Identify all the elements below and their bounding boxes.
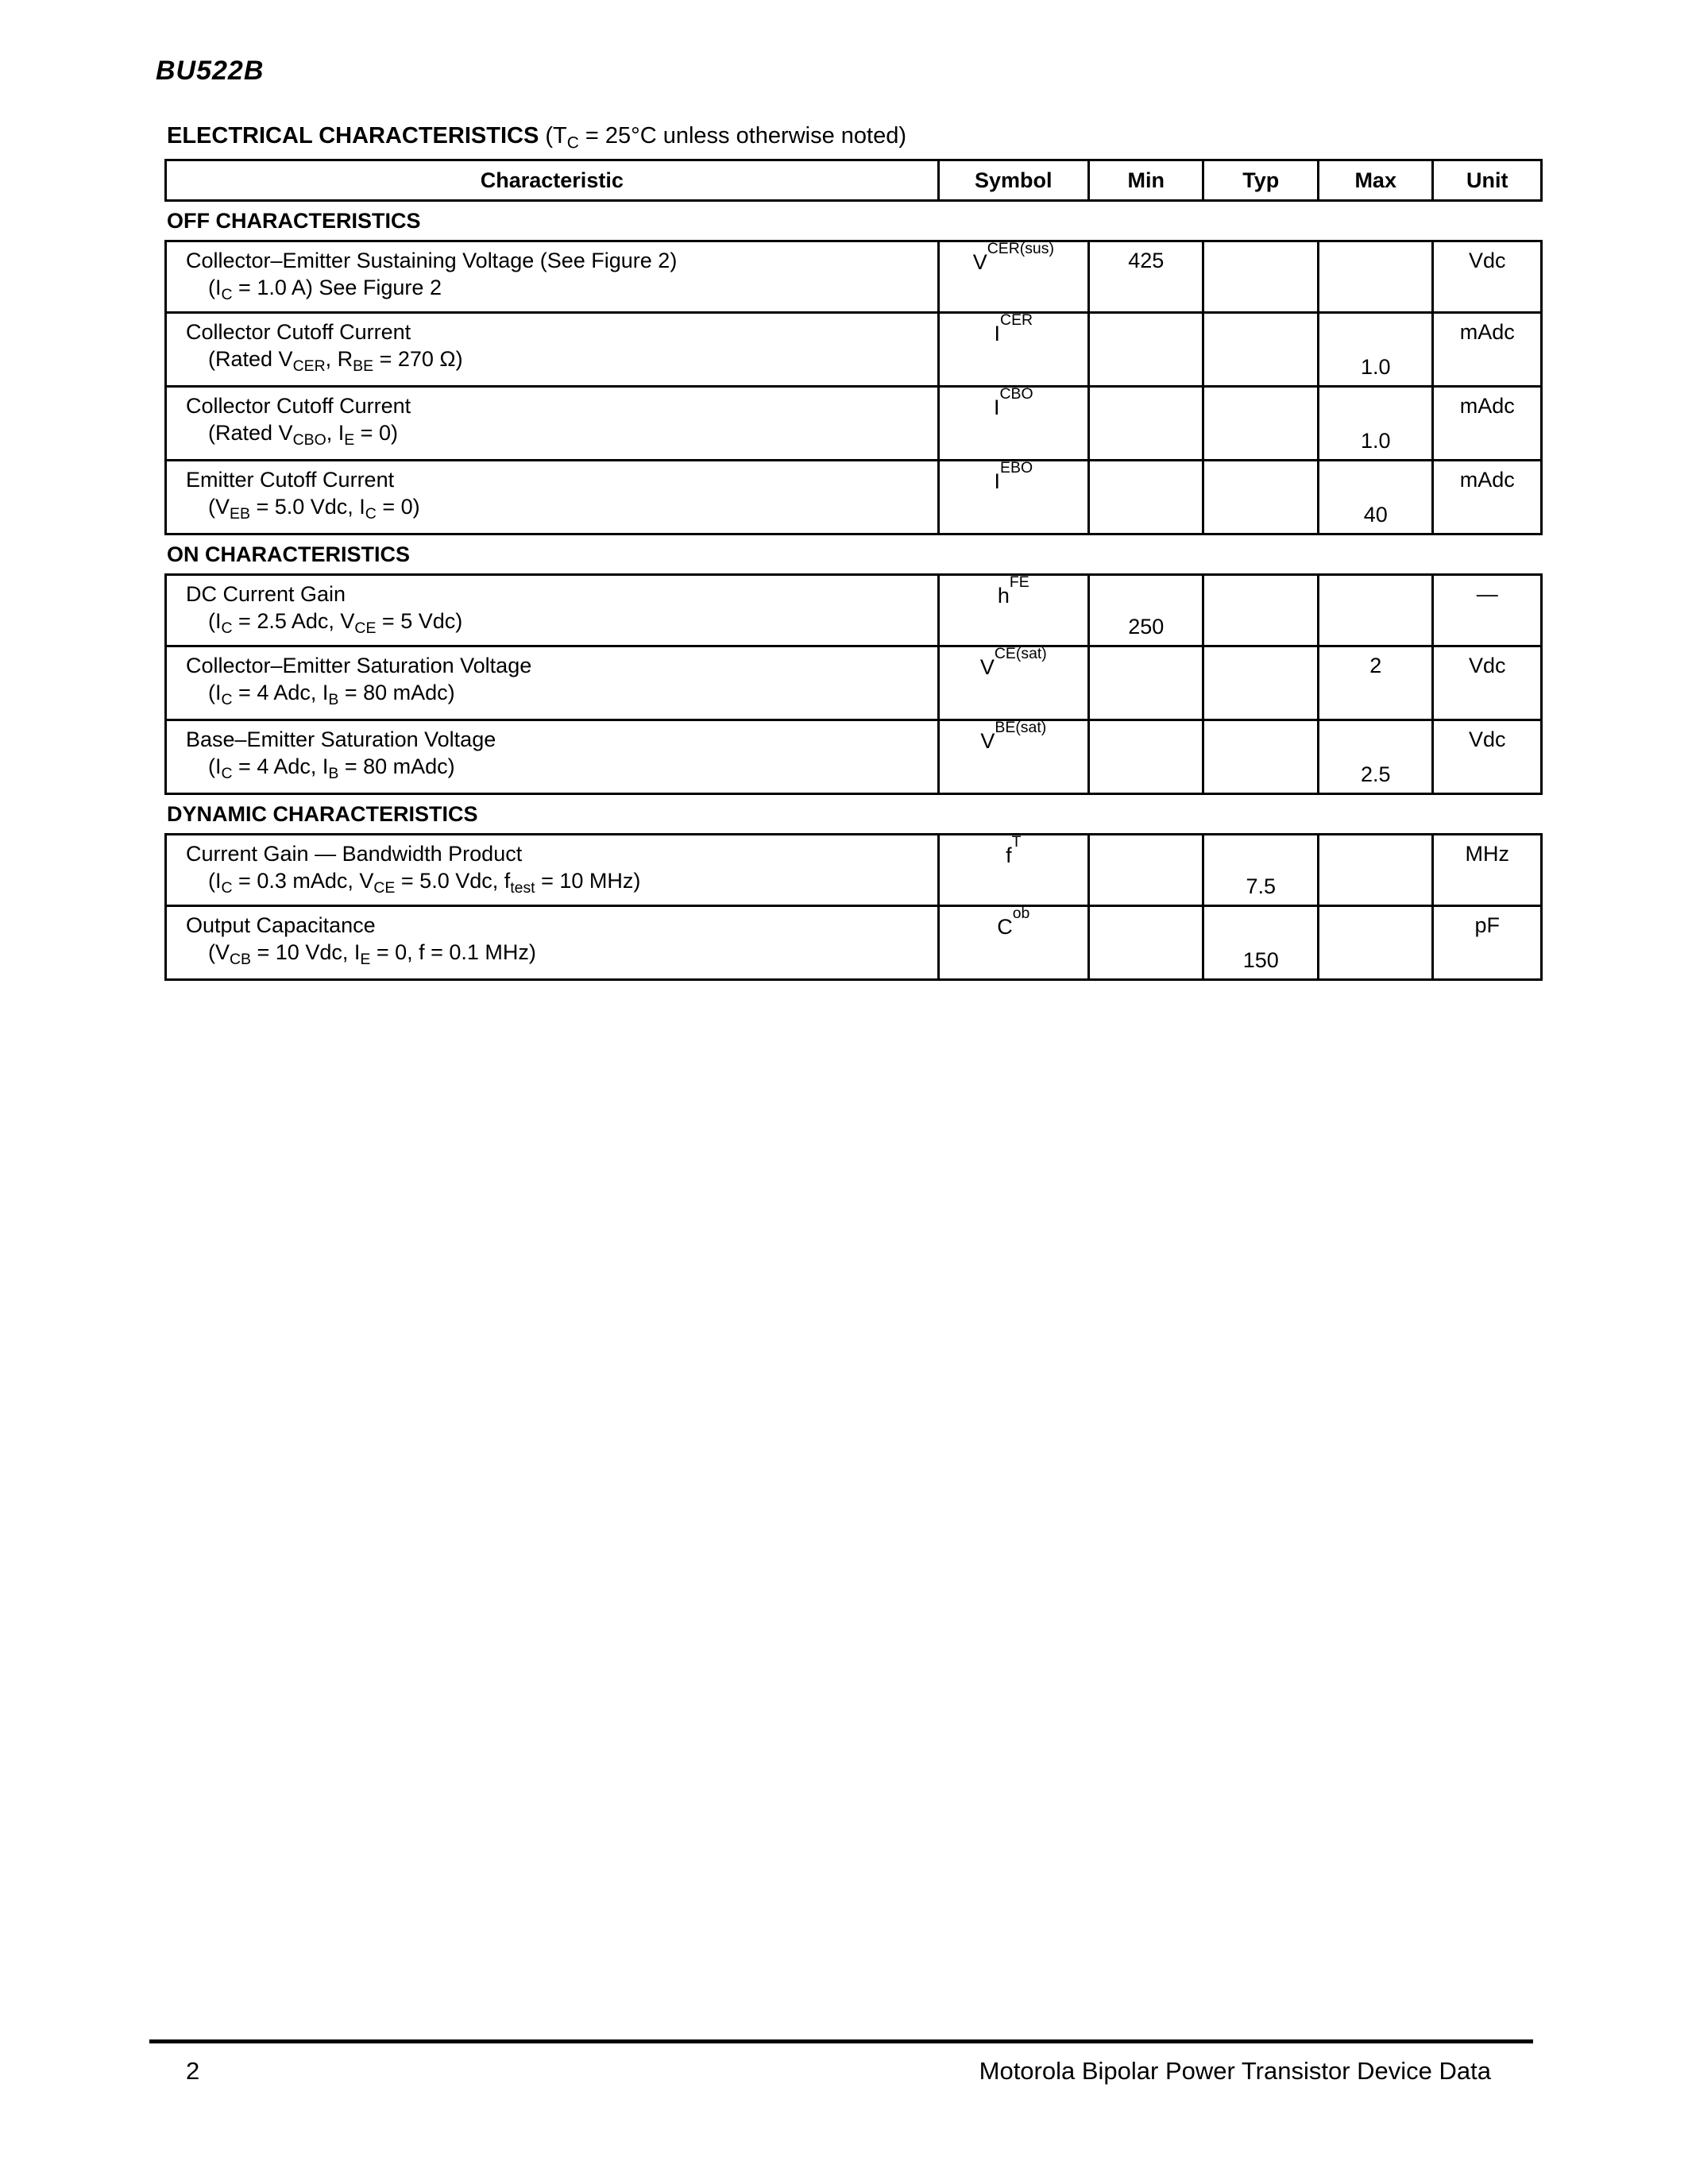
- heading-note: ($T_C = 25^\circ C$ unless otherwise noted): [545, 123, 907, 152]
- heading-title: ELECTRICAL CHARACTERISTICS: [167, 123, 539, 149]
- section-title: OFF CHARACTERISTICS: [167, 209, 421, 233]
- table-body: [164, 202, 1543, 981]
- header-min: Min: [1090, 161, 1205, 199]
- unit-cell: Vdc: [1468, 727, 1506, 751]
- symbol-cell: V CE(sat): [940, 647, 1090, 719]
- unit-cell: MHz: [1465, 842, 1509, 866]
- typ-cell: [1204, 388, 1319, 459]
- characteristic-cell: [167, 835, 940, 905]
- max-cell: [1319, 576, 1435, 645]
- min-cell: [1090, 835, 1205, 905]
- max-cell: 40: [1319, 461, 1435, 533]
- table-row: [164, 721, 1543, 795]
- min-cell: [1090, 461, 1205, 533]
- unit-cell: Vdc: [1468, 249, 1506, 272]
- table-row: [164, 461, 1543, 535]
- characteristic-cell: [167, 721, 940, 793]
- characteristic-name: Collector Cutoff Current: [186, 394, 411, 418]
- test-conditions: (Rated $V_{CER}$, $R_{BE} = 270$ Ω): [208, 347, 463, 375]
- typ-cell: [1204, 242, 1319, 311]
- max-cell: 1.0: [1319, 388, 1435, 459]
- max-cell: 2: [1319, 647, 1435, 719]
- symbol-cell: V BE(sat): [940, 721, 1090, 793]
- characteristic-cell: [167, 388, 940, 459]
- typ-cell: [1204, 647, 1319, 719]
- symbol-cell: I CBO: [940, 388, 1090, 459]
- table-header-row: [164, 159, 1543, 202]
- unit-cell: Vdc: [1468, 654, 1506, 677]
- characteristic-cell: [167, 314, 940, 385]
- symbol-cell: C ob: [940, 907, 1090, 978]
- symbol-cell: I EBO: [940, 461, 1090, 533]
- table-row: [164, 833, 1543, 907]
- electrical-characteristics-table: [164, 159, 1543, 981]
- max-cell: 1.0: [1319, 314, 1435, 385]
- table-row: [164, 573, 1543, 647]
- header-typ: Typ: [1204, 161, 1319, 199]
- min-cell: [1090, 907, 1205, 978]
- table-row: [164, 907, 1543, 981]
- page-number: 2: [186, 2057, 200, 2085]
- unit-cell: pF: [1474, 913, 1500, 937]
- symbol-cell: h FE: [940, 576, 1090, 645]
- typ-cell: [1204, 461, 1319, 533]
- characteristic-name: Collector–Emitter Sustaining Voltage (See Figure 2): [186, 249, 678, 272]
- typ-cell: 150: [1204, 907, 1319, 978]
- min-cell: 250: [1090, 576, 1205, 645]
- unit-cell: mAdc: [1459, 468, 1515, 492]
- typ-cell: [1204, 721, 1319, 793]
- characteristic-cell: [167, 576, 940, 645]
- symbol-cell: I CER: [940, 314, 1090, 385]
- max-cell: [1319, 242, 1435, 311]
- publication-title: Motorola Bipolar Power Transistor Device Data: [979, 2057, 1491, 2085]
- test-conditions: ($I_C = 0.3$ mAdc, $V_{CE} = 5.0$ Vdc, $f_{test} = 10$ MHz): [208, 869, 641, 897]
- min-cell: [1090, 647, 1205, 719]
- min-cell: [1090, 388, 1205, 459]
- test-conditions: ($I_C = 4$ Adc, $I_B = 80$ mAdc): [208, 754, 455, 782]
- table-row: [164, 385, 1543, 461]
- test-conditions: ($I_C = 1.0$ A) See Figure 2: [208, 276, 442, 303]
- typ-cell: [1204, 576, 1319, 645]
- min-cell: [1090, 314, 1205, 385]
- table-row: [164, 311, 1543, 388]
- characteristic-cell: [167, 461, 940, 533]
- part-number: BU522B: [156, 56, 265, 86]
- characteristic-name: Collector Cutoff Current: [186, 320, 411, 344]
- symbol-cell: V CER(sus): [940, 242, 1090, 311]
- test-conditions: ($V_{CB} = 10$ Vdc, $I_E = 0$, f = 0.1 MHz): [208, 940, 536, 968]
- section-title: ON CHARACTERISTICS: [167, 542, 411, 566]
- unit-cell: —: [1476, 582, 1498, 606]
- typ-cell: [1204, 314, 1319, 385]
- test-conditions: ($I_C = 2.5$ Adc, $V_{CE} = 5$ Vdc): [208, 609, 463, 637]
- max-cell: 2.5: [1319, 721, 1435, 793]
- characteristic-name: Output Capacitance: [186, 913, 376, 937]
- min-cell: [1090, 721, 1205, 793]
- characteristic-name: Collector–Emitter Saturation Voltage: [186, 654, 532, 677]
- unit-cell: mAdc: [1459, 394, 1515, 418]
- test-conditions: (Rated $V_{CBO}$, $I_E = 0$): [208, 421, 398, 449]
- characteristic-name: Base–Emitter Saturation Voltage: [186, 727, 496, 751]
- table-heading: [167, 123, 907, 152]
- max-cell: [1319, 835, 1435, 905]
- header-unit: Unit: [1466, 168, 1508, 192]
- header-characteristic: Characteristic: [167, 161, 940, 199]
- min-cell: 425: [1090, 242, 1205, 311]
- header-symbol: Symbol: [940, 161, 1090, 199]
- table-row: [164, 240, 1543, 314]
- table-row: [164, 647, 1543, 721]
- max-cell: [1319, 907, 1435, 978]
- footer-rule: [149, 2039, 1533, 2043]
- characteristic-name: Emitter Cutoff Current: [186, 468, 395, 492]
- header-max: Max: [1319, 161, 1435, 199]
- typ-cell: 7.5: [1204, 835, 1319, 905]
- section-title: DYNAMIC CHARACTERISTICS: [167, 802, 478, 826]
- characteristic-name: Current Gain — Bandwidth Product: [186, 842, 523, 866]
- symbol-cell: f T: [940, 835, 1090, 905]
- characteristic-cell: [167, 647, 940, 719]
- characteristic-cell: [167, 907, 940, 978]
- characteristic-cell: [167, 242, 940, 311]
- characteristic-name: DC Current Gain: [186, 582, 346, 606]
- unit-cell: mAdc: [1459, 320, 1515, 344]
- test-conditions: ($I_C = 4$ Adc, $I_B = 80$ mAdc): [208, 681, 455, 708]
- test-conditions: ($V_{EB} = 5.0$ Vdc, $I_C = 0$): [208, 495, 420, 523]
